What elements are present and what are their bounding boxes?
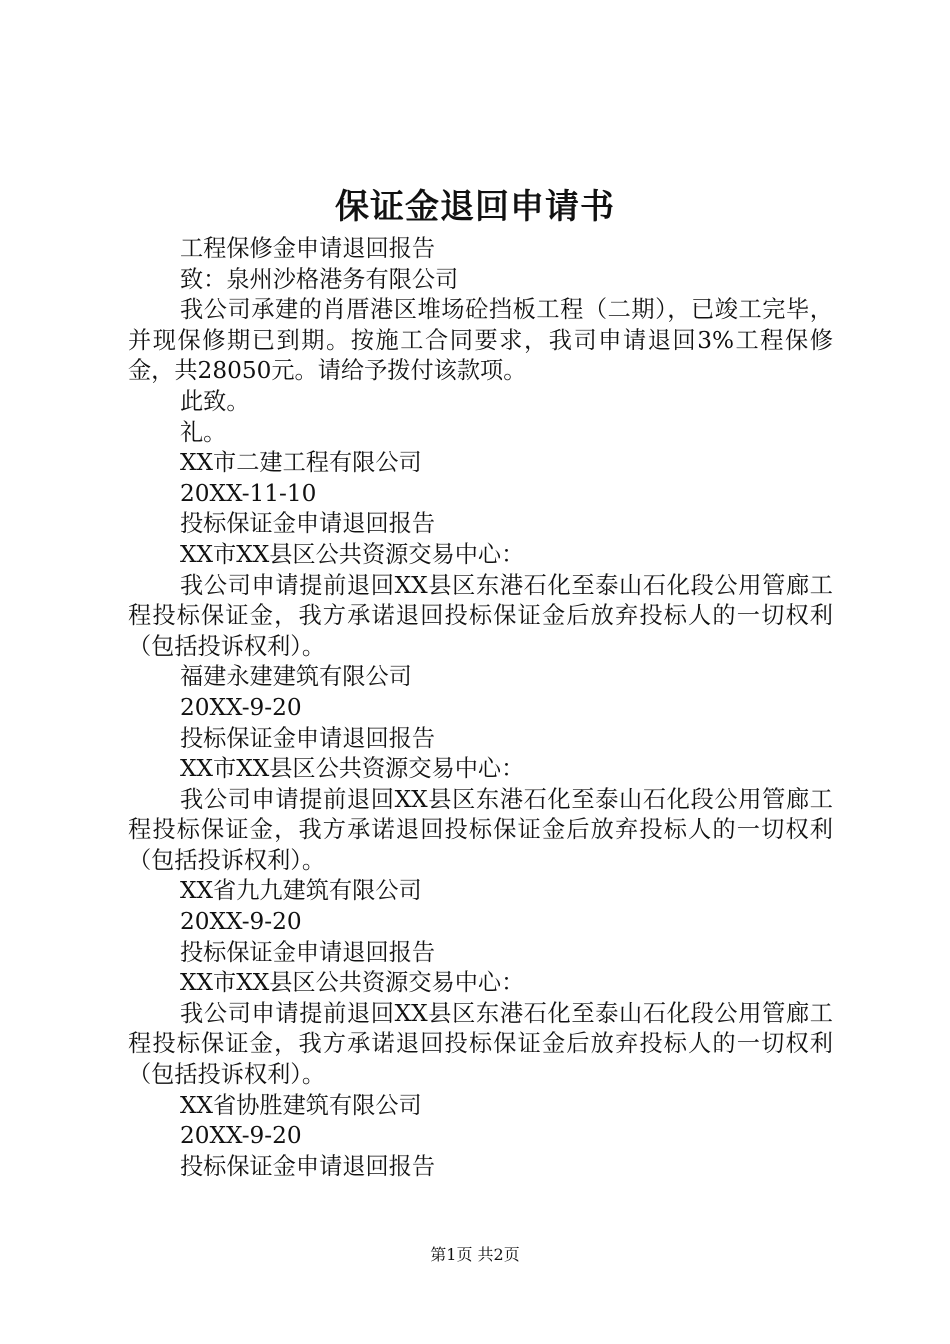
report-heading: 投标保证金申请退回报告 bbox=[180, 1152, 436, 1180]
report-heading: 投标保证金申请退回报告 bbox=[180, 724, 436, 752]
signature-company: 福建永建建筑有限公司 bbox=[180, 663, 412, 691]
recipient-line: XX市XX县区公共资源交易中心： bbox=[180, 969, 525, 997]
signature-date: 20XX-9-20 bbox=[180, 908, 302, 936]
closing-line: 礼。 bbox=[180, 418, 227, 446]
signature-company: XX市二建工程有限公司 bbox=[180, 449, 422, 477]
signature-date: 20XX-9-20 bbox=[180, 693, 302, 721]
body-paragraph: 我公司申请提前退回XX县区东港石化至泰山石化段公用管廊工程投标保证金，我方承诺退回投标保证金后放弃投标人的一切权利（包括投诉权利）。 bbox=[128, 785, 833, 874]
signature-company: XX省九九建筑有限公司 bbox=[180, 877, 422, 905]
page-footer: 第1页 共2页 bbox=[430, 1245, 520, 1264]
recipient-line: 致：泉州沙格港务有限公司 bbox=[180, 265, 459, 293]
body-paragraph: 我公司申请提前退回XX县区东港石化至泰山石化段公用管廊工程投标保证金，我方承诺退回投标保证金后放弃投标人的一切权利（包括投诉权利）。 bbox=[128, 571, 833, 660]
document-body bbox=[128, 234, 833, 1182]
recipient-line: XX市XX县区公共资源交易中心： bbox=[180, 755, 525, 783]
body-paragraph: 我公司承建的肖厝港区堆场砼挡板工程（二期），已竣工完毕，并现保修期已到期。按施工合同要求，我司申请退回3%工程保修金，共28050元。请给予拨付该款项。 bbox=[128, 296, 833, 385]
body-paragraph: 我公司申请提前退回XX县区东港石化至泰山石化段公用管廊工程投标保证金，我方承诺退回投标保证金后放弃投标人的一切权利（包括投诉权利）。 bbox=[128, 999, 833, 1089]
signature-date: 20XX-9-20 bbox=[180, 1122, 302, 1150]
signature-date: 20XX-11-10 bbox=[180, 479, 317, 507]
report-heading: 工程保修金申请退回报告 bbox=[180, 235, 436, 262]
document-title: 保证金退回申请书 bbox=[335, 187, 615, 227]
recipient-line: XX市XX县区公共资源交易中心： bbox=[180, 540, 525, 568]
closing-line: 此致。 bbox=[180, 387, 250, 415]
signature-company: XX省协胜建筑有限公司 bbox=[180, 1091, 422, 1119]
report-heading: 投标保证金申请退回报告 bbox=[180, 938, 436, 966]
report-heading: 投标保证金申请退回报告 bbox=[180, 510, 436, 538]
